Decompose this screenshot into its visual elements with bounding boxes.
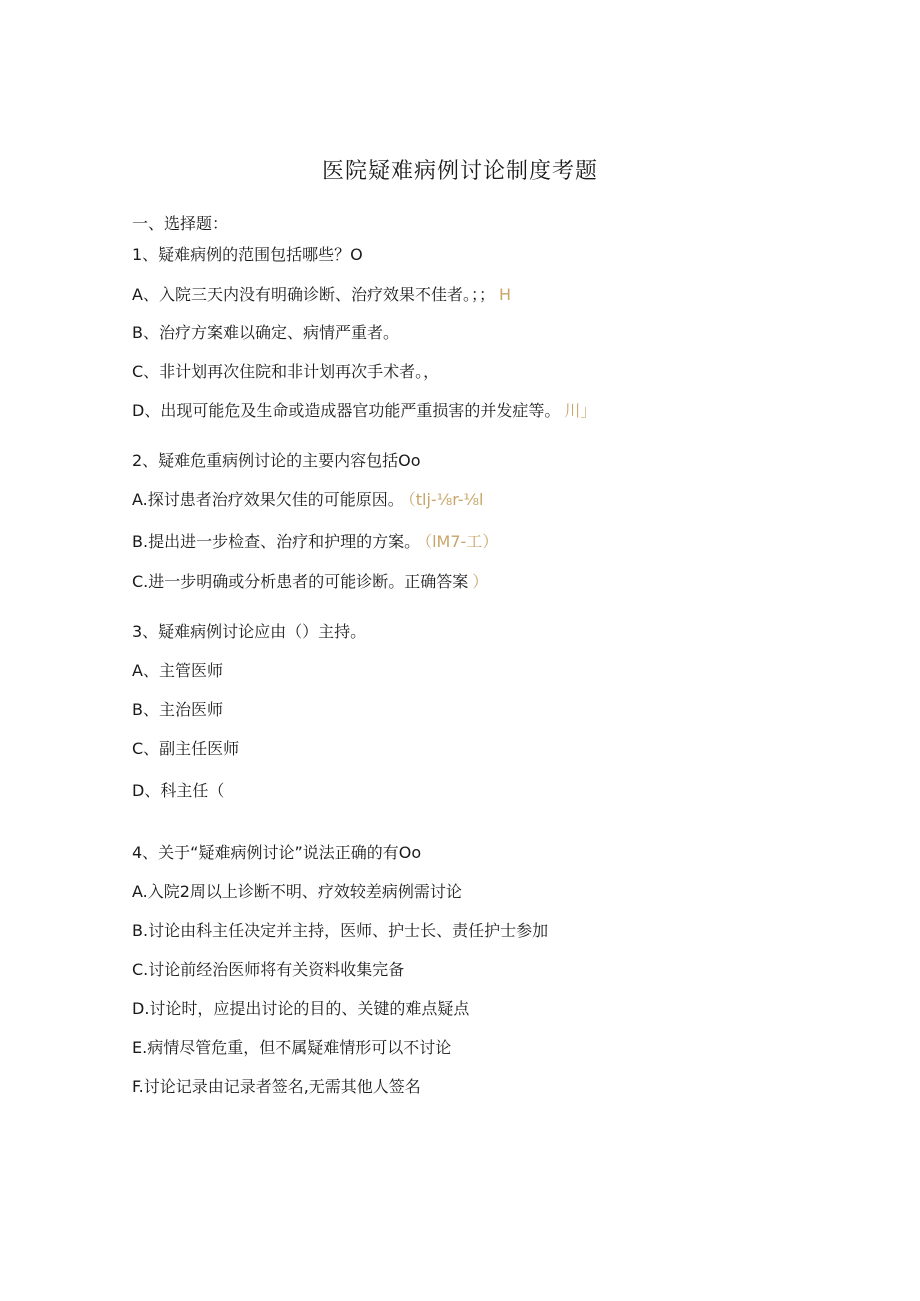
- question-3-option-c: [132, 739, 239, 759]
- option-text: D、科主任（: [132, 781, 225, 800]
- question-1-option-d: [132, 401, 596, 421]
- option-text: E.病情尽管危重，但不属疑难情形可以不讨论: [132, 1038, 452, 1057]
- option-text: B.提出进一步检查、治疗和护理的方案。: [132, 532, 421, 551]
- question-2-stem: 2、疑难危重病例讨论的主要内容包括Oo: [132, 451, 421, 470]
- option-text: D、出现可能危及生命或造成器官功能严重损害的并发症等。: [132, 401, 561, 420]
- option-text: D.讨论时，应提出讨论的目的、关键的难点疑点: [132, 999, 470, 1018]
- question-4-option-b: [132, 921, 548, 941]
- question-2-option-b: [132, 532, 498, 552]
- option-text: C、副主任医师: [132, 739, 240, 758]
- question-4-option-a: [132, 882, 462, 902]
- question-4-option-c: [132, 960, 404, 980]
- question-4-option-e: [132, 1038, 451, 1058]
- page-title: 医院疑难病例讨论制度考题: [321, 159, 598, 184]
- option-text: B、治疗方案难以确定、病情严重者。: [132, 323, 399, 342]
- question-1-stem: 1、疑难病例的范围包括哪些？O: [132, 245, 363, 264]
- handwritten-mark: （tlj-⅛r-⅛l: [407, 490, 484, 509]
- question-3-option-d: [132, 781, 224, 801]
- handwritten-mark: （lM7-工）: [424, 532, 499, 551]
- option-text: C.进一步明确或分析患者的可能诊断。正确答案: [132, 572, 469, 591]
- question-4-option-f: [132, 1077, 421, 1097]
- option-text: F.讨论记录由记录者签名,无需其他人签名: [132, 1077, 421, 1096]
- section-heading: 一、选择题：: [132, 214, 229, 233]
- question-2-option-c: [132, 572, 488, 592]
- option-text: B.讨论由科主任决定并主持，医师、护士长、责任护士参加: [132, 921, 549, 940]
- question-1-option-c: [132, 362, 439, 382]
- option-text: A、入院三天内没有明确诊断、治疗效果不佳者。；；: [132, 285, 495, 304]
- question-3-option-b: [132, 700, 223, 720]
- question-2-option-a: [132, 490, 484, 510]
- question-1-option-b: [132, 323, 399, 343]
- option-text: B、主治医师: [132, 700, 223, 719]
- question-1-option-a: [132, 285, 511, 305]
- option-text: A、主管医师: [132, 661, 223, 680]
- option-text: A.探讨患者治疗效果欠佳的可能原因。: [132, 490, 404, 509]
- question-3-option-a: [132, 661, 223, 681]
- option-text: C、非计划再次住院和非计划再次手术者。，: [132, 362, 440, 381]
- handwritten-mark: ）: [472, 572, 489, 591]
- question-4-option-d: [132, 999, 469, 1019]
- question-4-stem: 4、关于“疑难病例讨论”说法正确的有Oo: [132, 843, 422, 862]
- handwritten-mark: 川」: [564, 401, 597, 420]
- option-text: C.讨论前经治医师将有关资料收集完备: [132, 960, 405, 979]
- question-3-stem: 3、疑难病例讨论应由（）主持。: [132, 622, 367, 641]
- option-text: A.入院2周以上诊断不明、疗效较差病例需讨论: [132, 882, 462, 901]
- handwritten-mark: H: [498, 285, 511, 304]
